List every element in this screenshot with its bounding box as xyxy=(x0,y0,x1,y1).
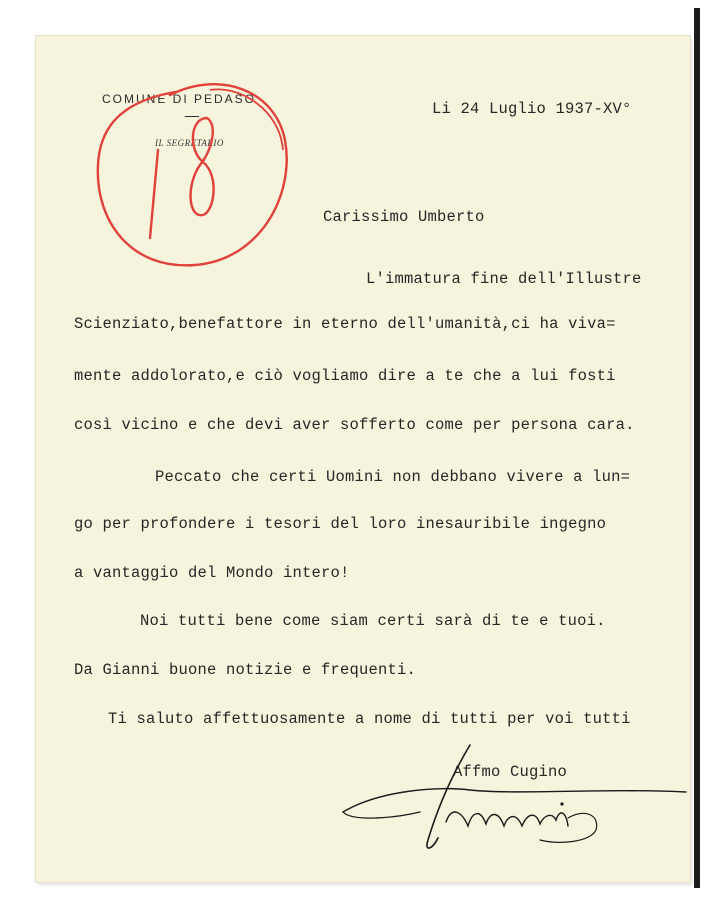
letter-closing: Affmo Cugino xyxy=(453,763,568,781)
body-line: go per profondere i tesori del loro inesauribile ingegno xyxy=(74,515,607,533)
body-line: Scienziato,benefattore in eterno dell'umanità,ci ha viva= xyxy=(74,315,616,333)
letterhead-office: IL SEGRETARIO xyxy=(155,138,224,148)
body-line: a vantaggio del Mondo intero! xyxy=(74,564,350,582)
body-line: Ti saluto affettuosamente a nome di tutti per voi tutti xyxy=(108,710,631,728)
body-line: così vicino e che devi aver sofferto come per persona cara. xyxy=(74,416,635,434)
body-line: mente addolorato,e ciò vogliamo dire a te che a lui fosti xyxy=(74,367,616,385)
letter-salutation: Carissimo Umberto xyxy=(323,208,485,226)
body-line: L'immatura fine dell'Illustre xyxy=(366,270,642,288)
letter-date: Li 24 Luglio 1937-XV° xyxy=(432,100,632,118)
body-line: Da Gianni buone notizie e frequenti. xyxy=(74,661,417,679)
body-line: Noi tutti bene come siam certi sarà di te e tuoi. xyxy=(140,612,606,630)
letterhead-municipality: COMUNE DI PEDASO xyxy=(102,92,257,106)
body-line: Peccato che certi Uomini non debbano vivere a lun= xyxy=(155,468,631,486)
